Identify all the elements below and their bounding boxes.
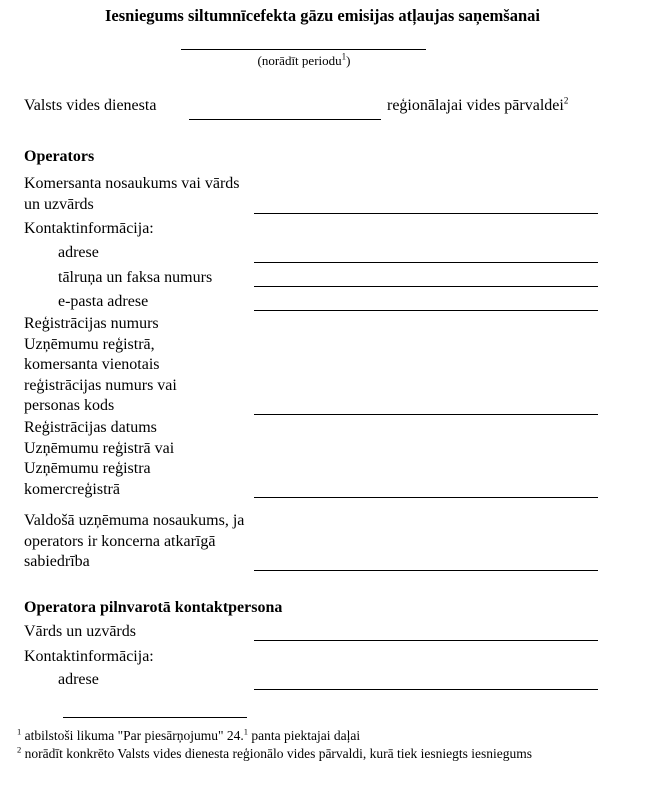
- phone-fax-label: tālruņa un faksa numurs: [58, 269, 213, 286]
- contact-name-field[interactable]: [254, 640, 598, 641]
- footnote-ref-1: 1: [341, 51, 347, 62]
- reg-date-field[interactable]: [254, 497, 598, 498]
- parent-company-field[interactable]: [254, 570, 598, 571]
- reg-number-field[interactable]: [254, 414, 598, 415]
- email-label: e-pasta adrese: [58, 293, 149, 310]
- company-name-label: Komersanta nosaukums vai vārds un uzvārds: [24, 175, 240, 213]
- contact-person-heading: Operatora pilnvarotā kontaktpersona: [24, 599, 283, 616]
- parent-company-label: Valdošā uzņēmuma nosaukums, ja operators ir koncerna atkarīgā sabiedrība: [24, 512, 245, 570]
- period-hint: (norādīt periodu$^1$): [257, 51, 351, 68]
- operator-address-field[interactable]: [254, 262, 598, 263]
- page-title: Iesniegums siltumnīcefekta gāzu emisijas atļaujas saņemšanai: [105, 6, 540, 25]
- authority-suffix: reģionālajai vides pārvaldei$^2$: [387, 95, 569, 114]
- footnote-2: $^2$ norādīt konkrēto Valsts vides dienesta reģionālo vides pārvaldi, kurā tiek iesniegts iesniegums: [17, 744, 533, 761]
- contact-name-label: Vārds un uzvārds: [24, 623, 136, 640]
- contact-address-label: adrese: [58, 671, 99, 688]
- authority-prefix: Valsts vides dienesta: [24, 97, 157, 114]
- reg-date-label: Reģistrācijas datums Uzņēmumu reģistrā vai Uzņēmumu reģistra komercreģistrā: [24, 419, 175, 498]
- authority-field[interactable]: [189, 119, 381, 120]
- footnote-1: $^1$ atbilstoši likuma "Par piesārņojumu" 24.$^1$ panta piektajai daļai: [17, 726, 361, 743]
- phone-fax-field[interactable]: [254, 286, 598, 287]
- operator-heading: Operators: [24, 148, 95, 165]
- operator-contact-label: Kontaktinformācija:: [24, 220, 154, 237]
- period-field[interactable]: [181, 49, 426, 50]
- reg-number-label: Reģistrācijas numurs Uzņēmumu reģistrā, komersanta vienotais reģistrācijas numurs vai personas kods: [24, 315, 177, 414]
- operator-address-label: adrese: [58, 244, 99, 261]
- email-field[interactable]: [254, 310, 598, 311]
- contact-person-contact-label: Kontaktinformācija:: [24, 648, 154, 665]
- company-name-field[interactable]: [254, 213, 598, 214]
- footnote-separator: [63, 717, 247, 718]
- footnote-ref-2: 2: [563, 95, 569, 106]
- contact-address-field[interactable]: [254, 689, 598, 690]
